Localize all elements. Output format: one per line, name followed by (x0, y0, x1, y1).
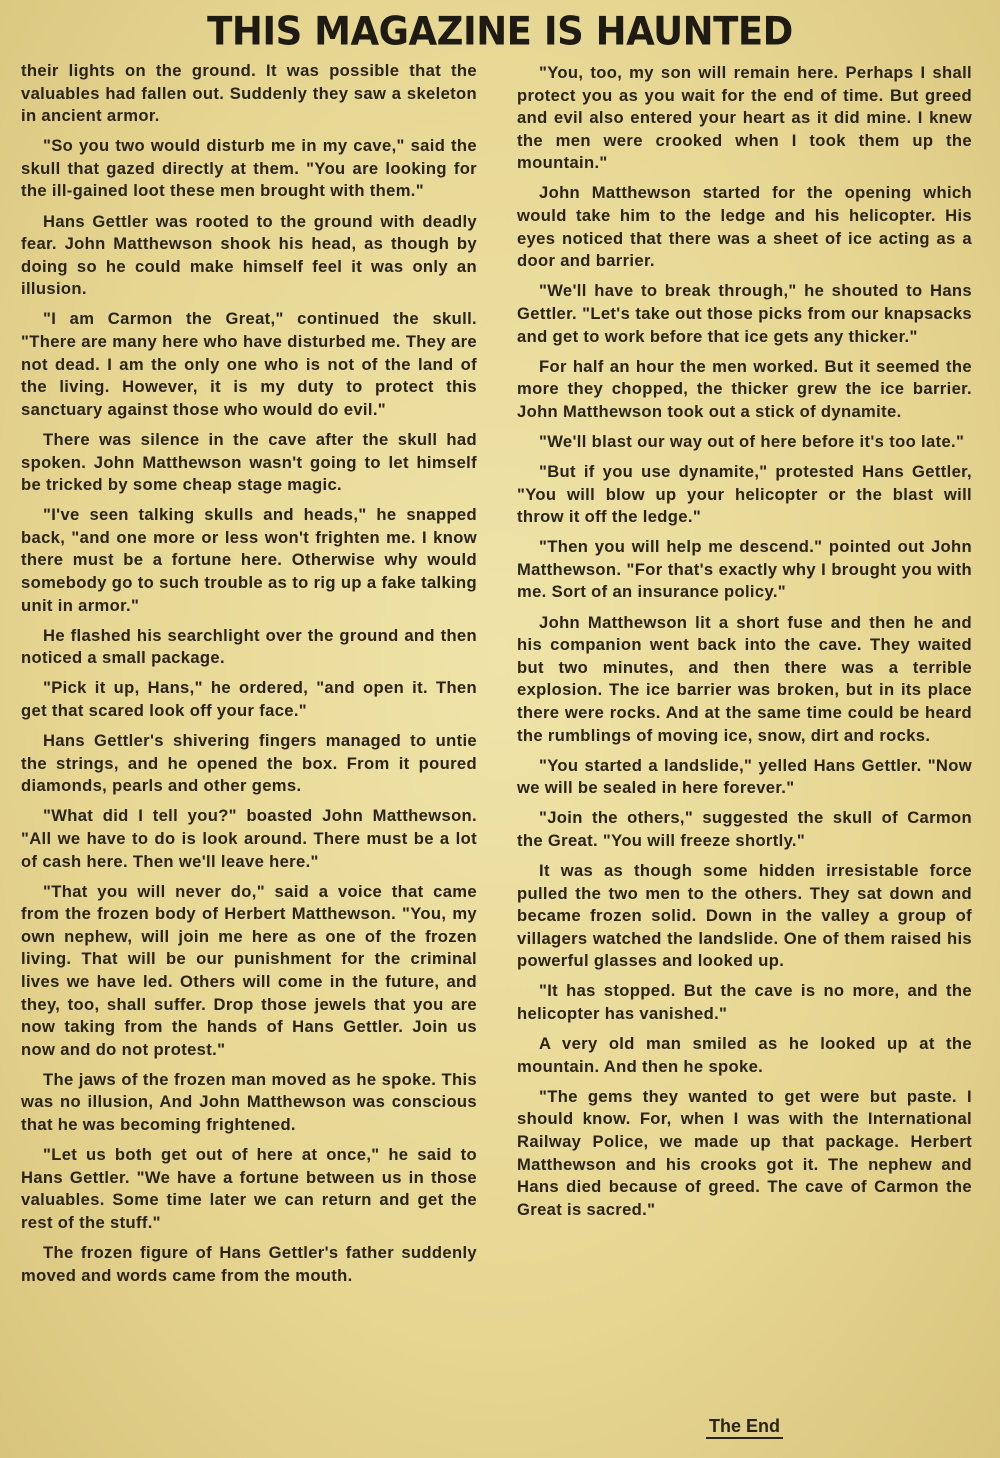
paragraph: Hans Gettler's shivering fingers managed to untie the strings, and he opened the box. From it poured diamonds, pearls and other gems. (21, 731, 477, 796)
paragraph: "Let us both get out of here at once," he said to Hans Gettler. "We have a fortune between us in those valuables. Some time later we can return and get the rest of the stuff." (21, 1145, 477, 1232)
paragraph: "Then you will help me descend." pointed out John Matthewson. "For that's exactly why I brought you with me. Sort of an insurance policy." (517, 537, 972, 602)
paragraph: "We'll have to break through," he shouted to Hans Gettler. "Let's take out those picks from our knapsacks and get to work before that ice gets any thicker." (517, 281, 972, 346)
paragraph: "Pick it up, Hans," he ordered, "and open it. Then get that scared look off your face." (21, 678, 477, 720)
paragraph: "You started a landslide," yelled Hans Gettler. "Now we will be sealed in here forever." (517, 755, 972, 798)
paragraph: There was silence in the cave after the skull had spoken. John Matthewson wasn't going to let himself be tricked by some cheap stage magic. (21, 429, 477, 495)
paragraph: It was as though some hidden irresistable force pulled the two men to the others. They sat down and became frozen solid. Down in the valley a group of villagers watched the landslide. One of them raised his powerful glasses and looked up. (517, 861, 972, 971)
paragraph: He flashed his searchlight over the ground and then noticed a small package. (21, 625, 477, 668)
paragraph: "You, too, my son will remain here. Perhaps I shall protect you as you wait for the end of time. But greed and evil also entered your heart as it did mine. I knew the men were crooked when I took them up the mountain." (517, 63, 972, 173)
paragraph: "It has stopped. But the cave is no more, and the helicopter has vanished." (517, 981, 972, 1024)
paragraph: For half an hour the men worked. But it seemed the more they chopped, the thicker grew the ice barrier. John Matthewson took out a stick of dynamite. (517, 356, 972, 421)
paragraph: The jaws of the frozen man moved as he spoke. This was no illusion, And John Matthewson was conscious that he was becoming frightened. (21, 1069, 477, 1135)
paragraph: A very old man smiled as he looked up at the mountain. And then he spoke. (517, 1034, 972, 1076)
paragraph: "The gems they wanted to get were but paste. I should know. For, when I was with the International Railway Police, we made up that package. Herbert Matthewson and his crooks got it. The nephew and Hans died because of greed. The cave of Carmon the Great is sacred." (517, 1086, 972, 1219)
the-end-label: The End (706, 1416, 783, 1439)
paragraph: Hans Gettler was rooted to the ground with deadly fear. John Matthewson shook his head, as though by doing so he could make himself feel it was only an illusion. (21, 211, 477, 299)
paragraph: "That you will never do," said a voice that came from the frozen body of Herbert Matthewson. "You, my own nephew, will join me here as one of the frozen living. That will be our punishment for the criminal lives we have led. Others will come in the future, and they, too, shall suffer. Drop those jewels that you are now taking from the hands of Hans Gettler. Join us now and do not protest." (21, 881, 477, 1059)
paragraph: "So you two would disturb me in my cave," said the skull that gazed directly at them. "You are looking for the ill-gained loot these men brought with them." (21, 136, 477, 201)
paragraph: John Matthewson started for the opening which would take him to the ledge and his helicopter. His eyes noticed that there was a sheet of ice acting as a door and barrier. (517, 183, 972, 271)
paragraph: "Join the others," suggested the skull of Carmon the Great. "You will freeze shortly." (517, 808, 972, 850)
page-title: THIS MAGAZINE IS HAUNTED (207, 8, 793, 55)
left-column (21, 60, 477, 1295)
paragraph: "I've seen talking skulls and heads," he snapped back, "and one more or less won't frighten me. I know there must be a fortune here. Otherwise why would somebody go to such trouble as to rig up a fake talking unit in armor." (21, 505, 477, 615)
paragraph: "What did I tell you?" boasted John Matthewson. "All we have to do is look around. There must be a lot of cash here. Then we'll leave here." (21, 806, 477, 871)
paragraph: John Matthewson lit a short fuse and then he and his companion went back into the cave. They waited but two minutes, and then there was a terrible explosion. The ice barrier was broken, but in its place there were rocks. And at the same time could be heard the rumblings of moving ice, snow, dirt and rocks. (517, 612, 972, 745)
paragraph: "I am Carmon the Great," continued the skull. "There are many here who have disturbed me. They are not dead. I am the only one who is not of the land of the living. However, it is my duty to protect this sanctuary against those who would do evil." (21, 309, 477, 419)
paragraph: "We'll blast our way out of here before it's too late." (539, 431, 965, 451)
paragraph: "But if you use dynamite," protested Hans Gettler, "You will blow up your helicopter or the blast will throw it off the ledge." (517, 462, 972, 527)
paragraph: their lights on the ground. It was possible that the valuables had fallen out. Suddenly they saw a skeleton in ancient armor. (21, 61, 477, 126)
right-column (517, 62, 972, 1229)
paragraph: The frozen figure of Hans Gettler's father suddenly moved and words came from the mouth. (21, 1243, 477, 1285)
